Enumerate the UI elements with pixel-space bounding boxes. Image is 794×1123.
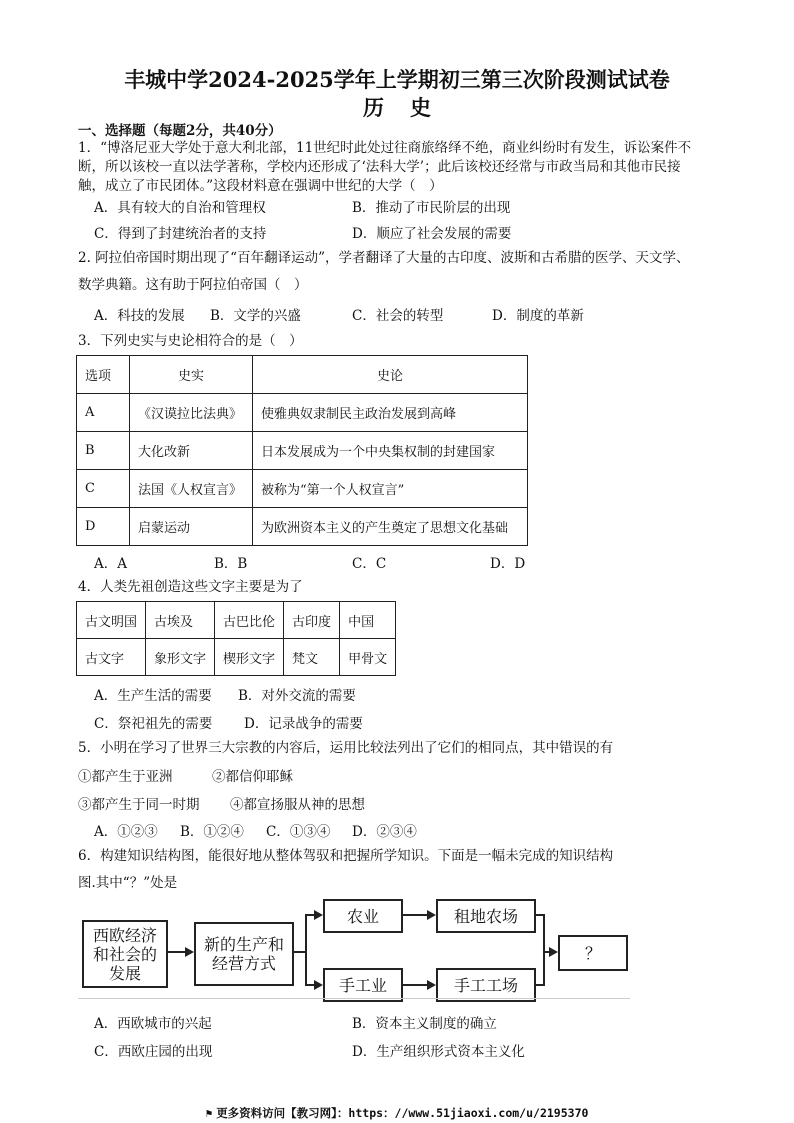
node-label: 新的生产和: [203, 935, 284, 954]
q4-option-d[interactable]: D．记录战争的需要: [244, 716, 363, 732]
q1-line-3: 触，成立了市民团体。”这段材料意在强调中世纪的大学（ ）: [78, 178, 443, 194]
q2-option-b[interactable]: B．文学的兴盛: [210, 308, 301, 324]
subject-title: 历史: [363, 95, 457, 120]
node-new-production: [194, 922, 294, 986]
arrow-icon: [314, 910, 323, 920]
q4-stem: 4．人类先祖创造这些文字主要是为了: [78, 579, 303, 595]
table-cell: 法国《人权宣言》: [130, 470, 253, 508]
connector-line: [401, 984, 429, 986]
q3-option-b[interactable]: B．B: [214, 556, 248, 572]
q5-item-4: ④都宣扬服从神的思想: [230, 797, 365, 813]
table-row: [77, 394, 528, 432]
q2-option-d[interactable]: D．制度的革新: [492, 308, 584, 324]
q5-option-b[interactable]: B．①②④: [180, 824, 244, 840]
table-header-cell: 史论: [253, 356, 528, 394]
table-cell: 梵文: [284, 639, 340, 676]
q4-table: [76, 601, 396, 676]
q1-option-c[interactable]: C．得到了封建统治者的支持: [94, 226, 267, 242]
q6-option-d[interactable]: D．生产组织形式资本主义化: [352, 1044, 525, 1060]
q6-line-1: 6．构建知识结构图，能很好地从整体驾驭和把握所学知识。下面是一幅未完成的知识结构: [78, 848, 614, 864]
node-tenant-farm: 租地农场: [436, 899, 536, 933]
flag-icon: ⚑: [205, 1107, 213, 1120]
q3-stem: 3．下列史实与史论相符合的是（ ）: [78, 333, 303, 349]
q5-option-a[interactable]: A．①②③: [94, 824, 158, 840]
node-unknown: ？: [558, 935, 628, 971]
table-cell: 使雅典奴隶制民主政治发展到高峰: [253, 394, 528, 432]
table-cell: 古埃及: [146, 602, 215, 639]
table-cell: 古文明国: [77, 602, 146, 639]
q3-option-c[interactable]: C．C: [352, 556, 387, 572]
exam-title: 丰城中学2024-2025学年上学期初三第三次阶段测试试卷: [124, 67, 670, 92]
table-cell: C: [77, 470, 130, 508]
node-handicraft-workshop: 手工工场: [436, 968, 536, 1002]
table-cell: 启蒙运动: [130, 508, 253, 546]
arrow-icon: [314, 980, 323, 990]
q2-line-1: 2. 阿拉伯帝国时期出现了“百年翻译运动”，学者翻译了大量的古印度、波斯和古希腊的医学、天文学、: [78, 250, 690, 266]
q5-item-2: ②都信仰耶稣: [212, 769, 293, 785]
table-cell: 日本发展成为一个中央集权制的封建国家: [253, 432, 528, 470]
connector-line: [305, 914, 307, 986]
q1-line-1: 1．“博洛尼亚大学处于意大利北部，11世纪时此处过往商旅络绎不绝，商业纠纷时有发生，诉讼案件不: [78, 140, 692, 156]
footer-link[interactable]: 更多资料访问【教习网】：https：//www.51jiaoxi.com/u/2195370: [216, 1106, 589, 1120]
table-cell: A: [77, 394, 130, 432]
q3-table: [76, 355, 528, 546]
q6-option-a[interactable]: A．西欧城市的兴起: [94, 1016, 212, 1032]
q1-option-d[interactable]: D．顺应了社会发展的需要: [352, 226, 512, 242]
table-cell: 古巴比伦: [215, 602, 284, 639]
q1-line-2: 断，所以该校一直以法学著称，学校内还形成了‘法科大学’；此后该校还经常与市政当局和其他市民接: [78, 159, 681, 175]
table-cell: 大化改新: [130, 432, 253, 470]
table-row: [77, 470, 528, 508]
q5-option-c[interactable]: C．①③④: [266, 824, 331, 840]
node-label: 西欧经济: [92, 925, 157, 945]
node-label: 和社会的: [92, 944, 157, 964]
q1-option-b[interactable]: B．推动了市民阶层的出现: [352, 200, 511, 216]
q5-option-d[interactable]: D．②③④: [352, 824, 417, 840]
arrow-icon: [427, 980, 436, 990]
table-header-cell: 史实: [130, 356, 253, 394]
table-row: [77, 639, 396, 676]
table-cell: 楔形文字: [215, 639, 284, 676]
arrow-icon: [185, 947, 194, 957]
table-row: [77, 602, 396, 639]
connector-line: [292, 951, 306, 953]
q5-item-3: ③都产生于同一时期: [78, 797, 200, 813]
table-cell: 古印度: [284, 602, 340, 639]
node-west-europe-economy: [82, 920, 168, 988]
table-cell: 中国: [340, 602, 396, 639]
table-cell: 被称为“第一个人权宣言”: [253, 470, 528, 508]
table-cell: 甲骨文: [340, 639, 396, 676]
q2-option-c[interactable]: C．社会的转型: [352, 308, 444, 324]
arrow-icon: [549, 947, 558, 957]
table-row: [77, 432, 528, 470]
table-cell: B: [77, 432, 130, 470]
table-cell: D: [77, 508, 130, 546]
table-cell: 古文字: [77, 639, 146, 676]
connector-line: [401, 914, 429, 916]
q2-option-a[interactable]: A．科技的发展: [94, 308, 185, 324]
q4-option-c[interactable]: C．祭祀祖先的需要: [94, 716, 213, 732]
q6-option-b[interactable]: B．资本主义制度的确立: [352, 1016, 497, 1032]
table-header-cell: 选项: [77, 356, 130, 394]
q6-option-c[interactable]: C．西欧庄园的出现: [94, 1044, 213, 1060]
q4-option-b[interactable]: B．对外交流的需要: [238, 688, 356, 704]
q4-option-a[interactable]: A．生产生活的需要: [94, 688, 212, 704]
table-cell: 象形文字: [146, 639, 215, 676]
table-cell: 为欧洲资本主义的产生奠定了思想文化基础: [253, 508, 528, 546]
node-label: 发展: [108, 963, 141, 983]
table-row: [77, 508, 528, 546]
q2-line-2: 数学典籍。这有助于阿拉伯帝国（ ）: [78, 277, 308, 293]
node-agriculture: 农业: [323, 899, 403, 933]
q6-line-2: 图.其中“？”处是: [78, 875, 178, 891]
node-handicraft: 手工业: [323, 968, 403, 1002]
q1-option-a[interactable]: A．具有较大的自治和管理权: [94, 200, 266, 216]
q5-stem: 5．小明在学习了世界三大宗教的内容后，运用比较法列出了它们的相同点，其中错误的有: [78, 740, 614, 756]
q3-option-d[interactable]: D．D: [490, 556, 526, 572]
connector-line: [543, 914, 545, 986]
divider: [78, 998, 630, 999]
arrow-icon: [427, 910, 436, 920]
node-label: 经营方式: [211, 954, 276, 973]
table-row: [77, 356, 528, 394]
table-cell: 《汉谟拉比法典》: [130, 394, 253, 432]
section-heading: 一、选择题（每题2分，共40分）: [78, 123, 282, 139]
q5-item-1: ①都产生于亚洲: [78, 769, 173, 785]
footer[interactable]: [0, 1105, 794, 1121]
q3-option-a[interactable]: A．A: [94, 556, 127, 572]
